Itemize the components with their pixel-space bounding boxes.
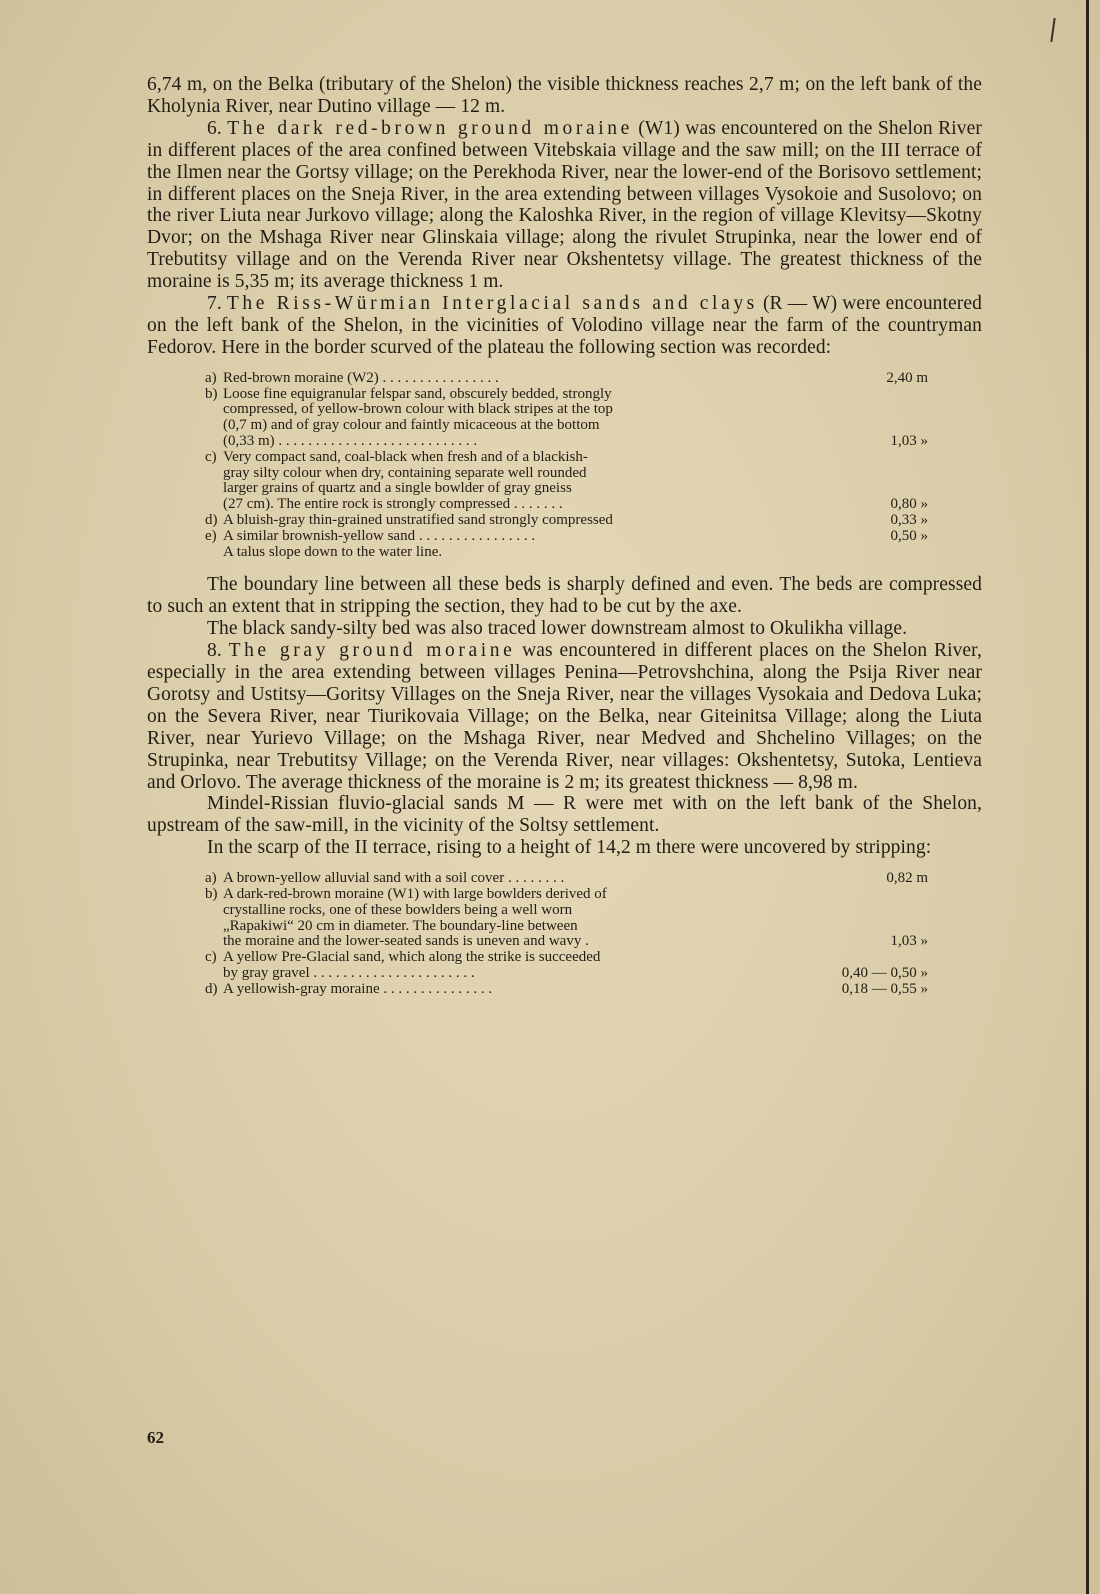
item-text: Loose fine equigranular felspar sand, obscurely bedded, strongly — [223, 385, 612, 402]
item-text: (0,7 m) and of gray colour and faintly micaceous at the bottom — [223, 417, 600, 434]
item-label: d) — [205, 980, 218, 997]
section-row — [205, 887, 928, 903]
item-thickness: 1,03 » — [890, 432, 928, 449]
paragraph-number: 7. — [207, 293, 227, 315]
item-text: A similar brownish-yellow sand . . . . . . . . . . . . . . . . — [223, 527, 536, 544]
item-label: e) — [205, 527, 217, 544]
paragraph-text: (R — W) were encountered on the left bank of the Shelon, in the vicinities of Volodino village near the farm of the countryman Fedorov. Here in the border scurved of the plateau the following section was recorded: — [147, 293, 983, 358]
section-row — [205, 903, 928, 919]
top-paragraphs — [147, 74, 982, 359]
section-row — [205, 387, 928, 403]
section-row — [205, 418, 928, 434]
section-heading: The Riss-Würmian Interglacial sands and clays — [226, 293, 758, 315]
item-text: Red-brown moraine (W2) . . . . . . . . . . . . . . . . — [223, 369, 499, 386]
paragraph-text: (W1) was encountered on the Shelon River in different places of the area confined between Vitebskaia village and the saw mill; on the III terrace of the Ilmen near the Gortsy village; on the Perekhoda River, near the lower-end of the Borisovo settlement; in different places on the Sneja River, in the area extending between villages Vysokoie and Susolovo; on the river Liuta near Jurkovo village; along the Kaloshka River, in the region of village Klevitsy—Skotny Dvor; on the Mshaga River near Glinskaia village; along the rivulet Strupinka, near the lower end of Trebutitsy village and on the Verenda River near Okshentetsy village. The greatest thickness of the moraine is 5,35 m; its average thickness 1 m. — [147, 117, 982, 293]
paragraph — [147, 640, 982, 793]
paragraph-text: was encountered in different places on the Shelon River, especially in the area extending between villages Penina—Petrovshchina, along the Psija River near Gorotsy and Ustitsy—Goritsy Villages on the Sneja River, near the villages Vysokaia and Dedova Luka; on the Severa River, near Tiurikovaia Village; on the Belka, near Giteinitsa Village; along the Liuta River, near Yurievo Village; on the Mshaga River, near Medved and Shchelino Villages; on the Strupinka, near Trebutitsy Village; on the Verenda River, near villages: Okshentetsy, Sutoka, Lentieva and Orlovo. The average thickness of the moraine is 2 m; its greatest thickness — 8,98 m. — [147, 640, 982, 793]
section-row — [205, 402, 928, 418]
pencil-mark — [1050, 18, 1055, 42]
section-heading: The dark red-brown ground moraine — [227, 117, 633, 139]
item-thickness: 0,33 » — [890, 511, 928, 528]
item-label: b) — [205, 885, 218, 902]
section-row — [205, 934, 928, 950]
page-edge-line — [1086, 0, 1089, 1594]
paragraph: In the scarp of the II terrace, rising to a height of 14,2 m there were uncovered by stripping: — [207, 837, 932, 859]
page-number: 62 — [147, 1428, 164, 1447]
middle-paragraphs — [147, 574, 982, 859]
item-label: d) — [205, 511, 218, 528]
section-table-2 — [205, 871, 928, 997]
item-label: a) — [205, 870, 217, 887]
item-label: c) — [205, 448, 217, 465]
paragraph-number: 6. — [207, 117, 228, 139]
item-text: Very compact sand, coal-black when fresh and of a blackish- — [223, 448, 588, 465]
item-text: larger grains of quartz and a single bowlder of gray gneiss — [223, 480, 572, 497]
paragraph: Mindel-Rissian fluvio-glacial sands M — R were met with on the left bank of the Shelon, upstream of the saw-mill, in the vicinity of the Soltsy settlement. — [147, 793, 982, 837]
item-thickness: 0,82 m — [886, 870, 928, 887]
item-thickness: 0,18 — 0,55 » — [841, 980, 928, 997]
item-text: A yellow Pre-Glacial sand, which along the strike is succeeded — [223, 949, 601, 966]
section-row — [205, 481, 928, 497]
paragraph: 6,74 m, on the Belka (tributary of the Shelon) the visible thickness reaches 2,7 m; on the left bank of the Kholynia River, near Dutino village — 12 m. — [147, 74, 982, 117]
section-row — [205, 497, 928, 513]
item-text: A brown-yellow alluvial sand with a soil cover . . . . . . . . — [223, 870, 565, 887]
paragraph: The black sandy-silty bed was also traced lower downstream almost to Okulikha village. — [207, 618, 908, 640]
section-row — [205, 529, 928, 545]
section-row — [205, 513, 928, 529]
section-row — [205, 466, 928, 482]
item-text: gray silty colour when dry, containing separate well rounded — [223, 464, 587, 481]
item-label: a) — [205, 369, 217, 386]
section-row — [205, 919, 928, 935]
section-row — [205, 545, 928, 561]
item-label: b) — [205, 385, 218, 402]
section-heading: The gray ground moraine — [228, 640, 516, 662]
item-text: (0,33 m) . . . . . . . . . . . . . . . . . . . . . . . . . . . — [223, 432, 478, 449]
item-text: A talus slope down to the water line. — [223, 543, 443, 560]
item-thickness: 1,03 » — [890, 933, 928, 950]
item-text: by gray gravel . . . . . . . . . . . . . . . . . . . . . . — [223, 964, 475, 981]
item-text: A dark-red-brown moraine (W1) with large bowlders derived of — [223, 885, 607, 902]
section-row — [205, 950, 928, 966]
item-text: the moraine and the lower-seated sands is uneven and wavy . — [223, 933, 589, 950]
item-text: compressed, of yellow-brown colour with black stripes at the top — [223, 401, 613, 418]
section-row — [205, 871, 928, 887]
section-table-1 — [205, 371, 928, 561]
item-thickness: 0,50 » — [890, 527, 928, 544]
paragraph — [147, 118, 982, 293]
section-row — [205, 434, 928, 450]
item-text: A yellowish-gray moraine . . . . . . . . . . . . . . . — [223, 980, 493, 997]
item-label: c) — [205, 949, 217, 966]
item-thickness: 0,80 » — [890, 496, 928, 513]
paragraph-number: 8. — [207, 640, 229, 662]
item-text: crystalline rocks, one of these bowlders being a well worn — [223, 901, 573, 918]
item-text: „Rapakiwi“ 20 cm in diameter. The boundary-line between — [223, 917, 578, 934]
item-text: (27 cm). The entire rock is strongly compressed . . . . . . . — [223, 496, 563, 513]
item-text: A bluish-gray thin-grained unstratified sand strongly compressed — [223, 511, 613, 528]
item-thickness: 0,40 — 0,50 » — [841, 964, 928, 981]
section-row — [205, 966, 928, 982]
section-row — [205, 982, 928, 998]
paragraph: The boundary line between all these beds is sharply defined and even. The beds are compressed to such an extent that in stripping the section, they had to be cut by the axe. — [147, 574, 982, 618]
paragraph — [147, 293, 982, 359]
section-row — [205, 450, 928, 466]
item-thickness: 2,40 m — [886, 369, 928, 386]
page-body — [147, 74, 982, 1012]
section-row — [205, 371, 928, 387]
